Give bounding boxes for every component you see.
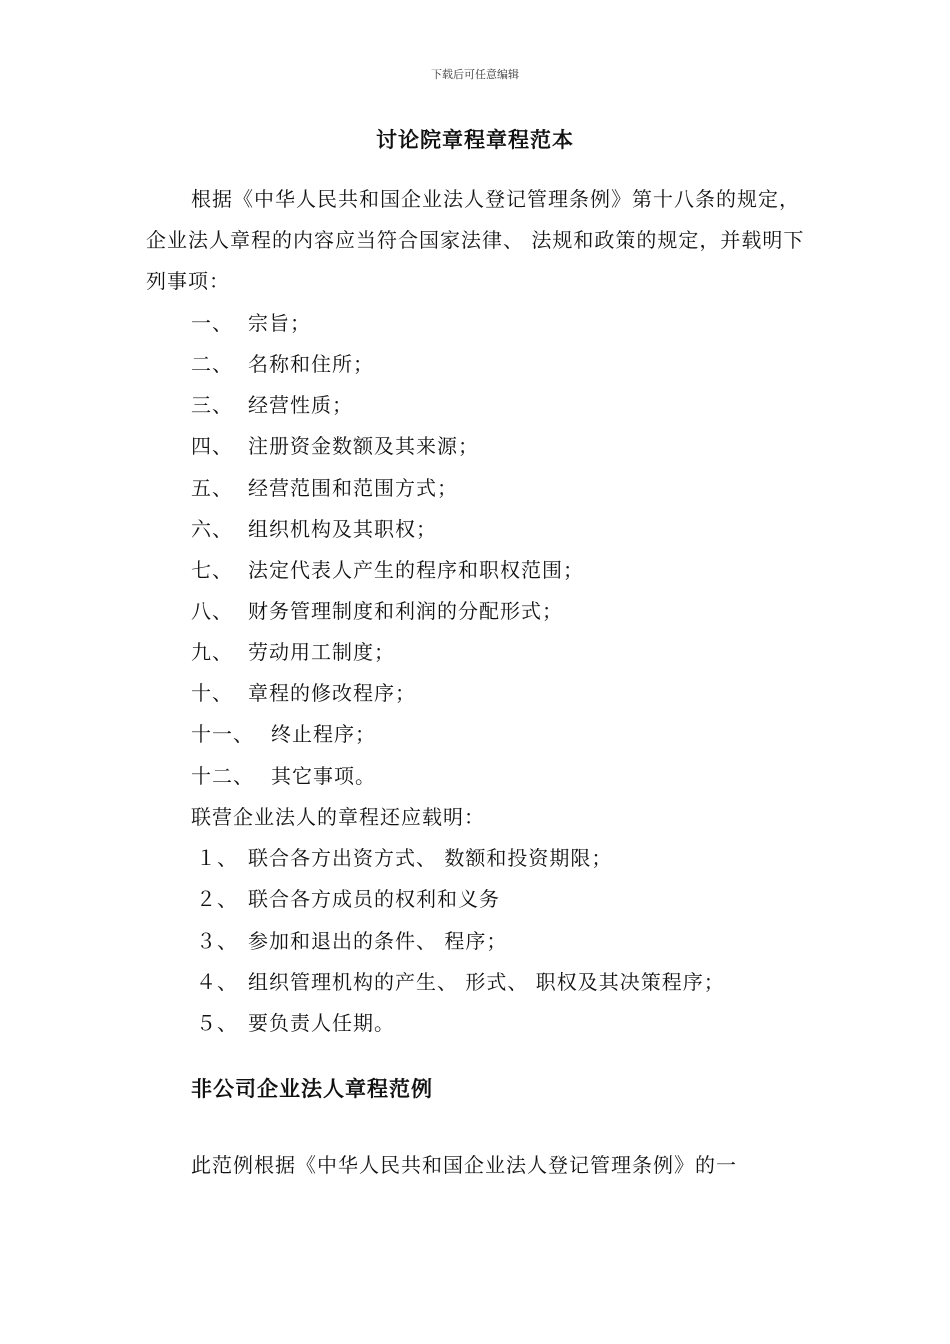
- section-heading: 非公司企业法人章程范例: [191, 1077, 433, 1101]
- item-text: 终止程序；: [271, 722, 376, 746]
- item-text: 组织管理机构的产生、 形式、 职权及其决策程序；: [248, 970, 725, 994]
- item-number: 七、: [191, 558, 233, 582]
- item-number: ５、: [196, 1011, 238, 1035]
- item-text: 其它事项。: [271, 764, 376, 788]
- item-number: 四、: [191, 434, 233, 458]
- section-paragraph: 此范例根据《中华人民共和国企业法人登记管理条例》的一: [191, 1153, 737, 1177]
- item-text: 联合各方出资方式、 数额和投资期限；: [248, 846, 613, 870]
- item-text: 法定代表人产生的程序和职权范围；: [248, 558, 584, 582]
- item-number: ４、: [196, 970, 238, 994]
- item-text: 参加和退出的条件、 程序；: [248, 929, 508, 953]
- item-number: ２、: [196, 887, 238, 911]
- item-number: 二、: [191, 352, 233, 376]
- item-text: 要负责人任期。: [248, 1011, 395, 1035]
- item-text: 组织机构及其职权；: [248, 517, 437, 541]
- item-number: 三、: [191, 393, 233, 417]
- item-number: 五、: [191, 476, 233, 500]
- intro-paragraph: 根据《中华人民共和国企业法人登记管理条例》第十八条的规定，企业法人章程的内容应当符合国家法律、 法规和政策的规定，并载明下列事项：: [146, 187, 805, 293]
- item-number: 六、: [191, 517, 233, 541]
- item-text: 联合各方成员的权利和义务: [248, 887, 500, 911]
- item-number: 十、: [191, 681, 233, 705]
- item-text: 劳动用工制度；: [248, 640, 395, 664]
- item-number: 十二、: [191, 764, 254, 788]
- document-title: 讨论院章程章程范本: [376, 128, 574, 152]
- header-note: 下载后可任意编辑: [431, 68, 519, 81]
- item-number: ３、: [196, 929, 238, 953]
- item-text: 经营范围和范围方式；: [248, 476, 458, 500]
- item-text: 宗旨；: [248, 311, 311, 335]
- item-text: 注册资金数额及其来源；: [248, 434, 479, 458]
- item-number: １、: [196, 846, 238, 870]
- item-number: 一、: [191, 311, 233, 335]
- item-number: 九、: [191, 640, 233, 664]
- item-number: 八、: [191, 599, 233, 623]
- joint-intro: 联营企业法人的章程还应载明：: [191, 805, 485, 829]
- item-text: 名称和住所；: [248, 352, 374, 376]
- item-text: 经营性质；: [248, 393, 353, 417]
- item-text: 财务管理制度和利润的分配形式；: [248, 599, 563, 623]
- item-number: 十一、: [191, 722, 254, 746]
- item-text: 章程的修改程序；: [248, 681, 416, 705]
